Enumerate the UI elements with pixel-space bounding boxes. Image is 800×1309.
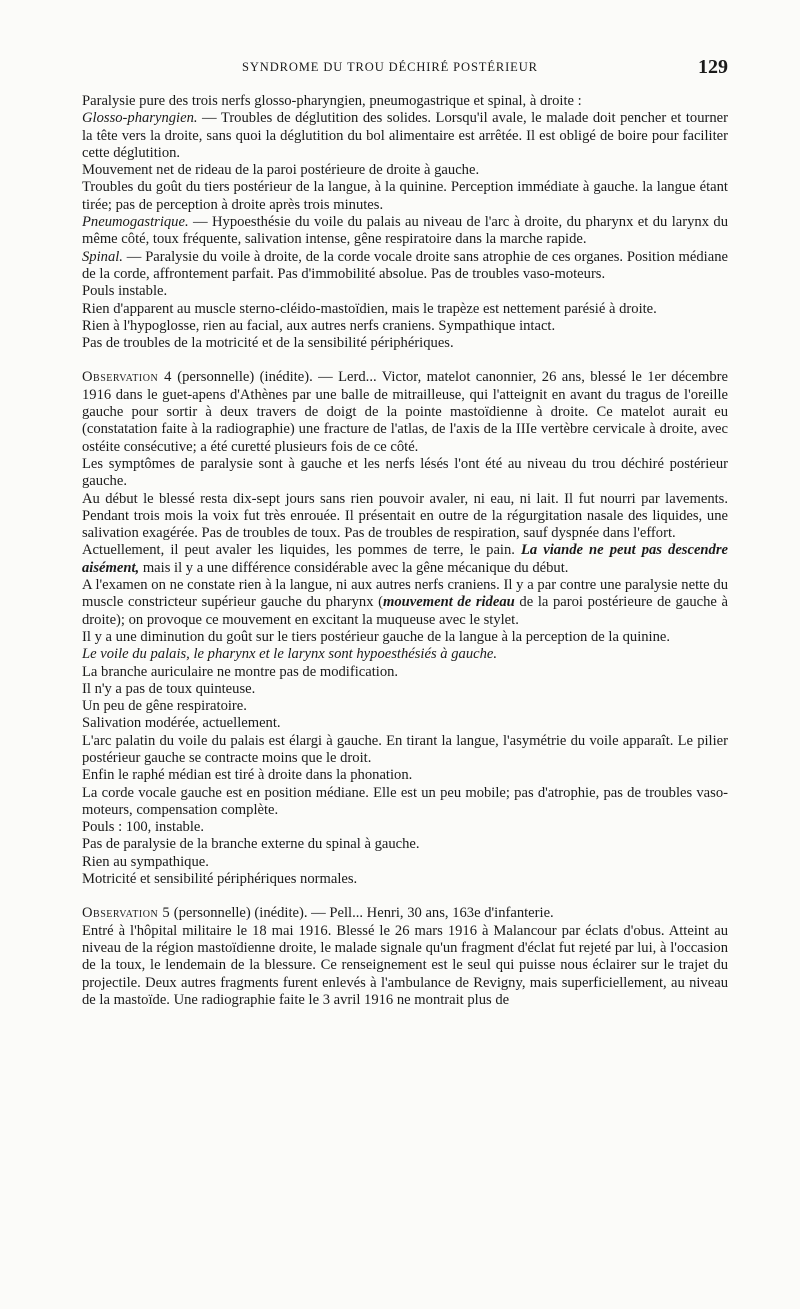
paragraph <box>82 301 728 318</box>
text-run: Glosso-pharyngien. <box>82 110 198 127</box>
text-run: — Troubles de déglutition des solides. Lorsqu'il avale, le malade doit pencher et tourner la tête vers la droite, sans quoi la déglutition du bol alimentaire est arrêtée. Il est obligé de boire pour faciliter cette déglutition. <box>82 110 728 161</box>
text-run: Observation 5 <box>82 905 171 922</box>
paragraph <box>82 162 728 179</box>
paragraph <box>82 318 728 335</box>
paragraph <box>82 283 728 300</box>
text-run: Pas de paralysie de la branche externe du spinal à gauche. <box>82 836 420 853</box>
text-run: Pouls instable. <box>82 283 168 300</box>
paragraph <box>82 646 728 663</box>
text-run: mais il y a une différence considérable avec la gêne mécanique du début. <box>139 559 569 576</box>
paragraph <box>82 456 728 491</box>
page-number: 129 <box>698 56 728 78</box>
section-gap <box>82 352 728 369</box>
paragraph <box>82 733 728 768</box>
text-run: Au début le blessé resta dix-sept jours sans rien pouvoir avaler, ni eau, ni lait. Il fut nourri par lavements. Pendant trois mois la voix fut très enrouée. Il présentait en outre de la régurgitation nasale des liquides, une salivation exagérée. Pas de troubles de toux. Pas de troubles de respiration, sauf dyspnée dans l'effort. <box>82 490 728 542</box>
text-run: La corde vocale gauche est en position médiane. Elle est un peu mobile; pas d'atrophie, pas de troubles vaso-moteurs, compensation complète. <box>82 784 728 818</box>
text-run: (personnelle) (inédite). — Lerd... Victor, matelot canonnier, 26 ans, blessé le 1er décembre 1916 dans le guet-apens d'Athènes par une balle de mitrailleuse, qui l'atteignit en avant du tragus de l'oreille gauche pour sortir à deux travers de doigt de la pointe mastoïdienne à droite. Ce matelot aurait eu (constatation faite à la radiographie) une fracture de l'atlas, de l'axis de la IIIe vertèbre cervicale à droite, avec ostéite consécutive; a été curetté plusieurs fois de ce côté. <box>82 369 728 455</box>
paragraph <box>82 854 728 871</box>
paragraph <box>82 681 728 698</box>
text-run: Mouvement net de rideau de la paroi postérieure de droite à gauche. <box>82 162 480 179</box>
paragraph <box>82 905 728 922</box>
paragraph <box>82 836 728 853</box>
text-run: Un peu de gêne respiratoire. <box>82 698 247 715</box>
text-run: Rien d'apparent au muscle sterno-cléido-mastoïdien, mais le trapèze est nettement parésié à droite. <box>82 300 657 317</box>
paragraph <box>82 93 728 110</box>
page-body <box>82 93 728 1009</box>
text-run: Les symptômes de paralysie sont à gauche et les nerfs lésés l'ont été au niveau du trou déchiré postérieur gauche. <box>82 455 728 490</box>
paragraph <box>82 179 728 214</box>
running-title: SYNDROME DU TROU DÉCHIRÉ POSTÉRIEUR <box>242 60 538 74</box>
paragraph <box>82 785 728 820</box>
text-run: Il y a une diminution du goût sur le tiers postérieur gauche de la langue à la perception de la quinine. <box>82 628 671 645</box>
page-header <box>82 56 728 80</box>
text-run: Troubles du goût du tiers postérieur de la langue, à la quinine. Perception immédiate à gauche. la langue étant tirée; pas de perception à droite après trois minutes. <box>82 179 728 213</box>
paragraph <box>82 923 728 1009</box>
text-run: Le voile du palais, le pharynx et le larynx sont hypoesthésiés à gauche. <box>82 646 498 663</box>
text-run: Pneumogastrique. <box>82 214 189 231</box>
paragraph <box>82 577 728 629</box>
text-run: — Paralysie du voile à droite, de la corde vocale droite sans atrophie de ces organes. Position médiane de la corde, affrontement parfait. Pas d'immobilité absolue. Pas de troubles vaso-moteurs. <box>82 248 728 282</box>
paragraph <box>82 819 728 836</box>
text-run: A l'examen on ne constate rien à la langue, ni aux autres nerfs craniens. Il y a par contre une paralysie nette du muscle constricteur supérieur gauche du pharynx ( <box>82 577 728 611</box>
paragraph <box>82 249 728 284</box>
paragraph <box>82 491 728 543</box>
paragraph <box>82 767 728 784</box>
text-run: Rien au sympathique. <box>82 853 209 870</box>
text-run: Il n'y a pas de toux quinteuse. <box>82 680 256 697</box>
section-gap <box>82 888 728 905</box>
text-run: de la paroi postérieure de gauche à droite); on provoque ce mouvement en excitant la muqueuse avec le stylet. <box>82 594 728 628</box>
text-run: Observation 4 <box>82 369 172 386</box>
text-run: Salivation modérée, actuellement. <box>82 715 281 732</box>
text-run: Pouls : 100, instable. <box>82 819 205 836</box>
text-run: Entré à l'hôpital militaire le 18 mai 1916. Blessé le 26 mars 1916 à Malancour par éclats d'obus. Atteint au niveau de la région mastoïdienne droite, le malade signale qu'un fragment d'éclat fut rejeté par lui, à l'occasion de la toux, le lendemain de la blessure. Ce renseignement est le seul qui puisse nous éclairer sur le trajet du projectile. Deux autres fragments furent enlevés à l'ambulance de Revigny, mais superficiellement, au niveau de la mastoïde. Une radiographie faite le 3 avril 1916 ne montrait plus de <box>82 922 728 1008</box>
text-run: mouvement de rideau <box>383 594 515 611</box>
paragraph <box>82 369 728 455</box>
paragraph <box>82 335 728 352</box>
text-run: Actuellement, il peut avaler les liquides, les pommes de terre, le pain. <box>82 542 521 559</box>
text-run: La branche auriculaire ne montre pas de modification. <box>82 663 399 680</box>
text-run: Spinal. <box>82 248 123 265</box>
text-run: Enfin le raphé médian est tiré à droite dans la phonation. <box>82 767 413 784</box>
text-run: La viande ne peut pas descendre aisément, <box>82 542 728 576</box>
text-run: — Hypoesthésie du voile du palais au niveau de l'arc à droite, du pharynx et du larynx du même côté, toux fréquente, salivation intense, gêne respiratoire dans la marche rapide. <box>82 214 728 248</box>
text-run: L'arc palatin du voile du palais est élargi à gauche. En tirant la langue, l'asymétrie du voile apparaît. Le pilier postérieur gauche se contracte moins que le droit. <box>82 732 728 766</box>
paragraph <box>82 629 728 646</box>
paragraph <box>82 110 728 162</box>
text-run: Pas de troubles de la motricité et de la sensibilité périphériques. <box>82 335 454 352</box>
paragraph <box>82 715 728 732</box>
paragraph <box>82 542 728 577</box>
paragraph <box>82 871 728 888</box>
text-run: Rien à l'hypoglosse, rien au facial, aux autres nerfs craniens. Sympathique intact. <box>82 317 556 334</box>
text-run: Paralysie pure des trois nerfs glosso-pharyngien, pneumogastrique et spinal, à droite : <box>82 93 582 109</box>
text-run: (personnelle) (inédite). — Pell... Henri, 30 ans, 163e d'infanterie. <box>170 905 554 922</box>
paragraph <box>82 664 728 681</box>
paragraph <box>82 698 728 715</box>
text-run: Motricité et sensibilité périphériques normales. <box>82 871 358 888</box>
paragraph <box>82 214 728 249</box>
